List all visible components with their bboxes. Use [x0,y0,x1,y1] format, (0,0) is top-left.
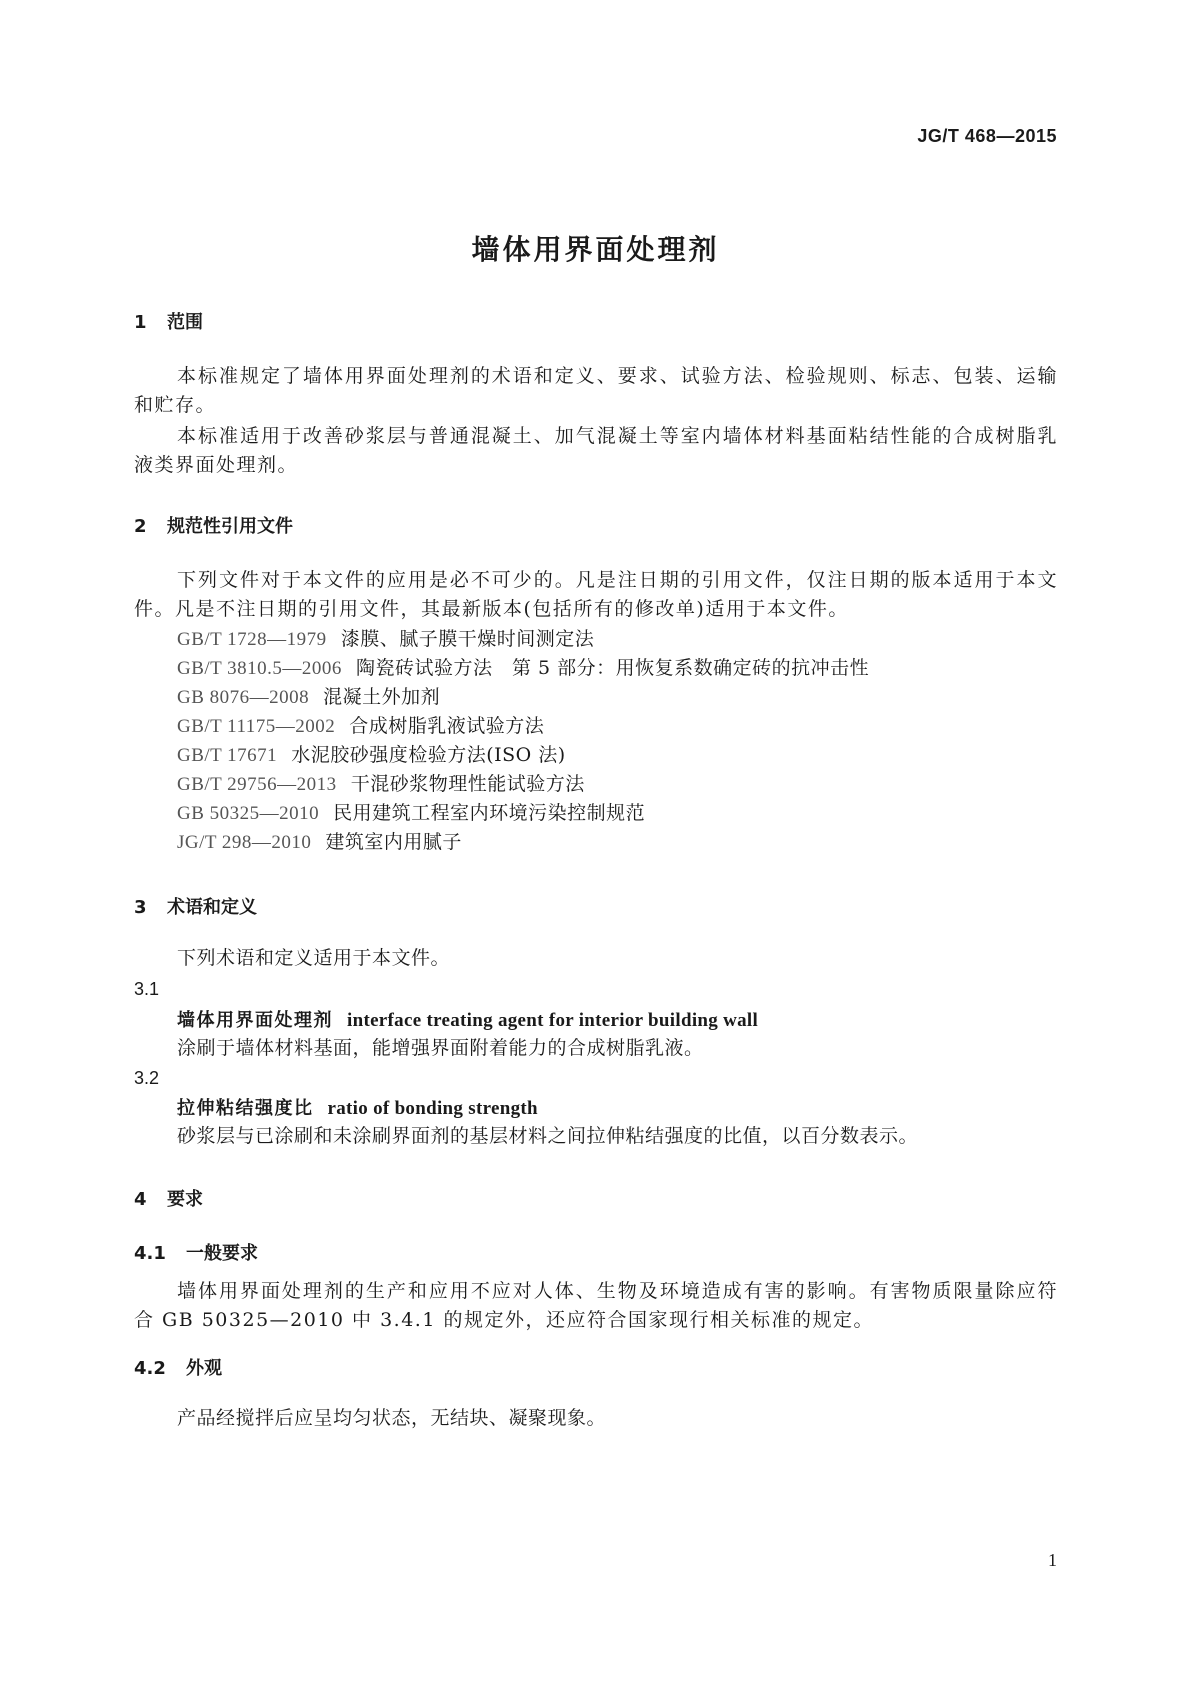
section-4-heading [134,1185,203,1211]
scope-paragraph-1: 本标准规定了墙体用界面处理剂的术语和定义、要求、试验方法、检验规则、标志、包装、运输和贮存。 [134,365,1058,416]
term-heading [177,1006,758,1032]
section-number: 1 [134,312,147,333]
section-title: 规范性引用文件 [167,516,293,537]
term-chinese: 墙体用界面处理剂 [177,1010,333,1031]
reference-title: 建筑室内用腻子 [325,831,462,853]
term-definition: 砂浆层与已涂刷和未涂刷界面剂的基层材料之间拉伸粘结强度的比值，以百分数表示。 [177,1125,919,1147]
reference-item [177,625,594,654]
scope-paragraph-2: 本标准适用于改善砂浆层与普通混凝土、加气混凝土等室内墙体材料基面粘结性能的合成树脂乳液类界面处理剂。 [134,425,1058,476]
reference-title: 混凝土外加剂 [323,686,441,708]
section-number: 4 [134,1189,147,1210]
reference-item [177,683,440,712]
term-english: ratio of bonding strength [327,1098,538,1119]
reference-item [177,770,585,799]
document-title: 墙体用界面处理剂 [471,233,720,266]
reference-code: GB/T 29756—2013 [177,774,337,795]
term-number: 3.2 [134,1068,160,1088]
terms-intro: 下列术语和定义适用于本文件。 [177,947,451,969]
general-requirements-paragraph: 墙体用界面处理剂的生产和应用不应对人体、生物及环境造成有害的影响。有害物质限量除应符合 GB 50325—2010 中 3.4.1 的规定外，还应符合国家现行相关标准的规定。 [134,1280,1058,1331]
standard-number: JG/T 468—2015 [917,126,1057,146]
term-definition: 涂刷于墙体材料基面，能增强界面附着能力的合成树脂乳液。 [177,1037,704,1059]
reference-code: GB 8076—2008 [177,687,310,708]
section-1-heading [134,308,203,334]
reference-item [177,712,544,741]
subsection-number: 4.2 [134,1358,166,1379]
subsection-4-1-heading [134,1239,258,1265]
section-title: 要求 [167,1189,203,1210]
reference-code: JG/T 298—2010 [177,832,312,853]
references-intro: 下列文件对于本文件的应用是必不可少的。凡是注日期的引用文件，仅注日期的版本适用于本文件。凡是不注日期的引用文件，其最新版本(包括所有的修改单)适用于本文件。 [134,569,1058,620]
reference-title: 合成树脂乳液试验方法 [349,715,545,737]
subsection-number: 4.1 [134,1243,166,1264]
reference-title: 陶瓷砖试验方法 第 5 部分：用恢复系数确定砖的抗冲击性 [355,657,870,679]
reference-title: 漆膜、腻子膜干燥时间测定法 [340,628,595,650]
subsection-title: 一般要求 [186,1243,258,1264]
reference-title: 水泥胶砂强度检验方法(ISO 法) [291,744,566,766]
section-title: 范围 [167,312,203,333]
section-number: 3 [134,897,147,918]
section-2-heading [134,512,293,538]
reference-item [177,741,566,770]
term-heading [177,1094,538,1120]
reference-item [177,828,462,857]
section-number: 2 [134,516,147,537]
term-chinese: 拉伸粘结强度比 [177,1098,314,1119]
reference-code: GB/T 1728—1979 [177,629,327,650]
reference-item [177,799,645,828]
reference-code: GB 50325—2010 [177,803,320,824]
reference-title: 干混砂浆物理性能试验方法 [350,773,585,795]
reference-code: GB/T 17671 [177,745,278,766]
section-3-heading [134,893,257,919]
reference-title: 民用建筑工程室内环境污染控制规范 [333,802,646,824]
subsection-title: 外观 [186,1358,222,1379]
subsection-4-2-heading [134,1354,222,1380]
page-number: 1 [1048,1550,1057,1570]
appearance-paragraph: 产品经搅拌后应呈均匀状态，无结块、凝聚现象。 [177,1407,607,1429]
reference-item [177,654,869,683]
section-title: 术语和定义 [167,897,257,918]
reference-code: GB/T 11175—2002 [177,716,336,737]
reference-code: GB/T 3810.5—2006 [177,658,342,679]
term-number: 3.1 [134,979,160,999]
term-english: interface treating agent for interior building wall [347,1010,759,1031]
